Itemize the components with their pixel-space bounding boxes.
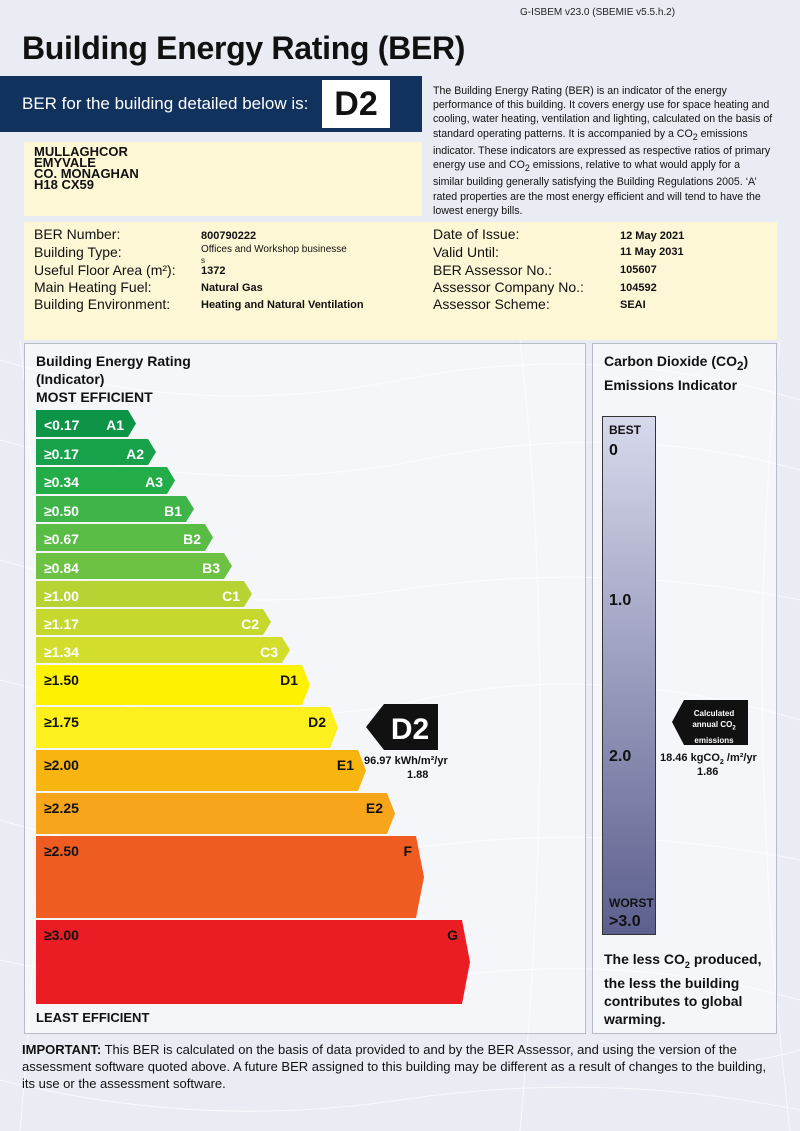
- environment-label: Building Environment:: [34, 296, 171, 312]
- scale-title-line: Building Energy Rating: [36, 353, 191, 369]
- band-threshold-label: ≥2.00: [44, 757, 79, 773]
- band-threshold-label: ≥1.50: [44, 672, 79, 688]
- band-threshold-label: ≥0.67: [44, 531, 79, 547]
- building-type-label: Building Type:: [34, 244, 122, 260]
- address-line: CO. MONAGHAN: [34, 166, 139, 181]
- co2-arrow-label: [684, 708, 744, 746]
- valid-until-label: Valid Until:: [433, 244, 499, 260]
- band-threshold-label: <0.17: [44, 417, 80, 433]
- co2-scale-2: 2.0: [609, 748, 632, 765]
- valid-until-value: 11 May 2031: [620, 246, 684, 258]
- intro-part: emissions indicator. These indicators are expressed as respective ratios of primary energy use and CO: [433, 127, 771, 172]
- co2-scale-0: 0: [609, 442, 618, 459]
- band-code-label: C1: [222, 588, 240, 604]
- band-code-label: B3: [202, 560, 220, 576]
- scheme-label: Assessor Scheme:: [433, 296, 550, 312]
- co2-note-subscript: 2: [684, 959, 690, 970]
- date-issue-label: Date of Issue:: [433, 226, 520, 242]
- co2-arrow-line: Calculated: [693, 709, 735, 718]
- energy-value: 96.97 kWh/m²/yr: [364, 755, 448, 767]
- ber-number-value: 800790222: [201, 230, 257, 242]
- band-code-label: A2: [126, 446, 144, 462]
- scheme-value: SEAI: [620, 299, 646, 311]
- band-code-label: A3: [145, 474, 163, 490]
- co2-title-subscript: 2: [737, 359, 744, 373]
- band-code-label: G: [447, 927, 458, 943]
- address-line: MULLAGHCOR: [34, 144, 128, 159]
- assessor-no-label: BER Assessor No.:: [433, 262, 553, 278]
- rating-band-e1: [36, 750, 366, 791]
- company-no-value: 104592: [620, 282, 657, 294]
- co2-title-line: Emissions Indicator: [604, 376, 738, 393]
- band-code-label: E1: [336, 757, 354, 773]
- co2-arrow-line: emissions: [694, 735, 734, 745]
- co2-arrow-line: annual CO: [692, 720, 733, 729]
- band-threshold-label: ≥0.17: [44, 446, 79, 462]
- rating-band-d2: [36, 707, 338, 748]
- band-threshold-label: ≥3.00: [44, 927, 79, 943]
- rating-band-e2: [36, 793, 395, 834]
- important-label: IMPORTANT:: [22, 1042, 102, 1057]
- co2-value-text: 18.46 kgCO: [660, 752, 720, 764]
- band-code-label: D1: [280, 672, 298, 688]
- floor-area-label: Useful Floor Area (m²):: [34, 262, 176, 278]
- co2-note-text: The less CO: [604, 951, 685, 967]
- band-code-label: D2: [308, 714, 326, 730]
- important-notice: [22, 1041, 782, 1092]
- band-threshold-label: ≥0.50: [44, 503, 79, 519]
- band-threshold-label: ≥2.50: [44, 843, 79, 859]
- building-type-overflow: s: [201, 256, 205, 265]
- address-line: EMYVALE: [34, 155, 96, 170]
- environment-value: Heating and Natural Ventilation: [201, 299, 364, 311]
- intro-subscript: 2: [692, 131, 698, 142]
- current-rating-arrow: [366, 704, 438, 750]
- band-threshold-label: ≥1.34: [44, 644, 79, 660]
- intro-part: emissions, relative to what would apply for a similar building generally satisfying the Building Regulations 2005. ‘A’ rated properties are the most energy efficient and will tend to have the lowest energy bills.: [433, 159, 761, 217]
- software-version: G-ISBEM v23.0 (SBEMIE v5.5.h.2): [520, 7, 676, 18]
- co2-title: [604, 352, 748, 394]
- heating-fuel-label: Main Heating Fuel:: [34, 279, 152, 295]
- intro-part: The Building Energy Rating (BER) is an indicator of the energy performance of this building. It covers energy use for space heating and cooling, water heating, ventilation and lighting, calculated on the basis of standard operating patterns. It is accompanied by a CO: [433, 85, 773, 140]
- rating-band-g: [36, 920, 470, 1004]
- building-type-value: Offices and Workshop businesse: [201, 244, 347, 255]
- least-efficient-label: LEAST EFFICIENT: [36, 1010, 150, 1025]
- important-text: This BER is calculated on the basis of data provided to and by the BER Assessor, and using the version of the assessment software quoted above. A future BER assigned to this building may be different as a result of changes to the building, its use or the assessment software.: [22, 1042, 767, 1091]
- band-code-label: C3: [260, 644, 278, 660]
- band-code-label: E2: [365, 800, 383, 816]
- co2-best-label: BEST: [609, 423, 642, 437]
- ber-number-label: BER Number:: [34, 226, 121, 242]
- band-code-label: F: [403, 843, 412, 859]
- band-threshold-label: ≥0.34: [44, 474, 79, 490]
- co2-arrow-subscript: 2: [732, 725, 736, 732]
- co2-note-text: produced, the less the building contributes to global warming.: [604, 951, 762, 1027]
- band-code-label: A1: [106, 417, 124, 433]
- heating-fuel-value: Natural Gas: [201, 282, 263, 294]
- intro-subscript: 2: [524, 163, 530, 174]
- floor-area-value: 1372: [201, 265, 226, 277]
- co2-ratio: 1.86: [697, 766, 719, 778]
- band-threshold-label: ≥1.00: [44, 588, 79, 604]
- banner-text: BER for the building detailed below is:: [22, 94, 309, 113]
- co2-scale-1: 1.0: [609, 592, 632, 609]
- co2-value: [660, 752, 757, 766]
- address-line: H18 CX59: [34, 177, 94, 192]
- co2-value-subscript: 2: [719, 759, 724, 767]
- energy-ratio: 1.88: [407, 769, 429, 781]
- most-efficient-label: MOST EFFICIENT: [36, 389, 153, 405]
- band-threshold-label: ≥2.25: [44, 800, 79, 816]
- co2-note: [604, 950, 774, 1028]
- co2-title-text: ): [743, 353, 749, 369]
- date-issue-value: 12 May 2021: [620, 230, 685, 242]
- band-code-label: C2: [241, 616, 259, 632]
- co2-value-text: /m²/yr: [723, 752, 757, 764]
- co2-title-text: Carbon Dioxide (CO: [604, 353, 738, 369]
- co2-worst-label: WORST: [609, 896, 654, 910]
- page-title: Building Energy Rating (BER): [22, 30, 466, 66]
- band-code-label: B2: [183, 531, 201, 547]
- band-threshold-label: ≥1.17: [44, 616, 79, 632]
- co2-scale-bar: [602, 416, 656, 935]
- assessor-no-value: 105607: [620, 264, 657, 276]
- rating-band-f: [36, 836, 424, 918]
- band-code-label: B1: [164, 503, 182, 519]
- rating-value: D2: [320, 78, 392, 130]
- company-no-label: Assessor Company No.:: [433, 279, 584, 295]
- current-rating-text: D2: [390, 713, 430, 746]
- co2-scale-max: >3.0: [609, 913, 641, 930]
- band-threshold-label: ≥0.84: [44, 560, 79, 576]
- scale-title-line: (Indicator): [36, 371, 105, 387]
- band-threshold-label: ≥1.75: [44, 714, 79, 730]
